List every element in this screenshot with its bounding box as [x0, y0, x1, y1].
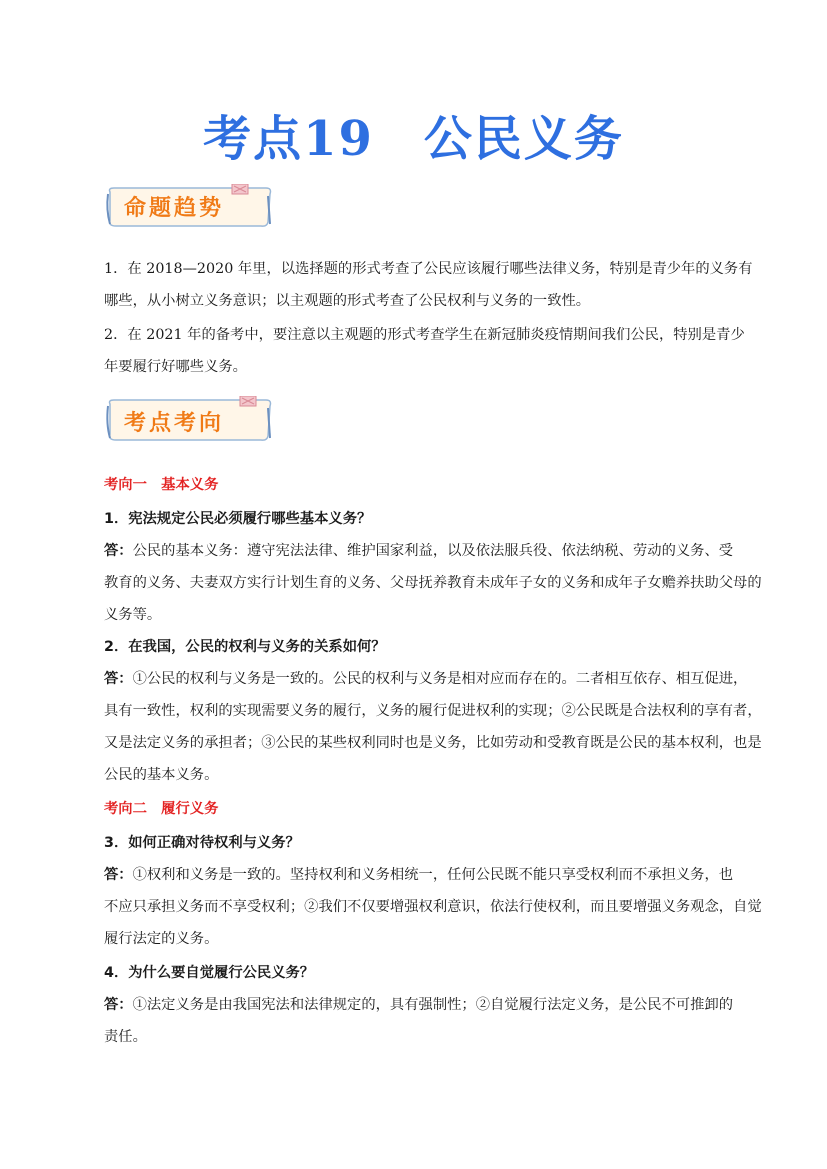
- answer-2-line1: [104, 668, 747, 688]
- question-2: 2．在我国，公民的权利与义务的关系如何？: [104, 639, 386, 655]
- page-title: 考点19 公民义务: [203, 111, 624, 167]
- answer-1-line2: 教育的义务、夫妻双方实行计划生育的义务、父母抚养教育未成年子女的义务和成年子女赡养扶助父母的: [104, 575, 762, 591]
- answer-3-line3: 履行法定的义务。: [104, 931, 219, 947]
- trend-p2-line1: 2．在 2021 年的备考中，要注意以主观题的形式考查学生在新冠肺炎疫情期间我们公民，特别是青少: [104, 327, 745, 343]
- answer-4-line2: 责任。: [104, 1029, 147, 1045]
- answer-4-text: ①法定义务是由我国宪法和法律规定的，具有强制性；②自觉履行法定义务，是公民不可推卸的: [132, 997, 734, 1013]
- answer-2-line4: 公民的基本义务。: [104, 767, 219, 783]
- answer-1-text: 公民的基本义务：遵守宪法法律、维护国家利益，以及依法服兵役、依法纳税、劳动的义务、受: [132, 543, 734, 559]
- question-3: 3．如何正确对待权利与义务？: [104, 835, 300, 851]
- answer-2-line3: 又是法定义务的承担者；③公民的某些权利同时也是义务，比如劳动和受教育既是公民的基本权利，也是: [104, 735, 762, 751]
- answer-1-line3: 义务等。: [104, 607, 162, 623]
- answer-3-line1: [104, 864, 733, 884]
- trend-p2-line2: 年要履行好哪些义务。: [104, 359, 247, 375]
- banner-points-label: 考点考向: [124, 411, 225, 436]
- question-1: 1．宪法规定公民必须履行哪些基本义务？: [104, 511, 372, 527]
- answer-2-text: ①公民的权利与义务是一致的。公民的权利与义务是相对应而存在的。二者相互依存、相互促进，: [132, 671, 748, 687]
- banner-trend-label: 命题趋势: [124, 196, 225, 221]
- banner-points: [104, 396, 276, 442]
- section-heading-2: 考向二 履行义务: [104, 801, 219, 817]
- trend-p1-line2: 哪些，从小树立义务意识；以主观题的形式考查了公民权利与义务的一致性。: [104, 293, 591, 309]
- trend-p1-line1: 1．在 2018—2020 年里，以选择题的形式考查了公民应该履行哪些法律义务，特别是青少年的义务有: [104, 261, 753, 277]
- banner-trend: [104, 184, 276, 230]
- question-4: 4．为什么要自觉履行公民义务？: [104, 965, 315, 981]
- answer-3-text: ①权利和义务是一致的。坚持权利和义务相统一，任何公民既不能只享受权利而不承担义务，也: [132, 867, 734, 883]
- answer-3-line2: 不应只承担义务而不享受权利；②我们不仅要增强权利意识，依法行使权利，而且要增强义务观念，自觉: [104, 899, 762, 915]
- answer-4-line1: [104, 994, 733, 1014]
- answer-label: 答：: [104, 671, 133, 687]
- answer-label: 答：: [104, 997, 133, 1013]
- section-heading-1: 考向一 基本义务: [104, 477, 219, 493]
- answer-label: 答：: [104, 543, 133, 559]
- answer-label: 答：: [104, 867, 133, 883]
- answer-2-line2: 具有一致性，权利的实现需要义务的履行，义务的履行促进权利的实现；②公民既是合法权利的享有者，: [104, 703, 762, 719]
- answer-1-line1: [104, 540, 733, 560]
